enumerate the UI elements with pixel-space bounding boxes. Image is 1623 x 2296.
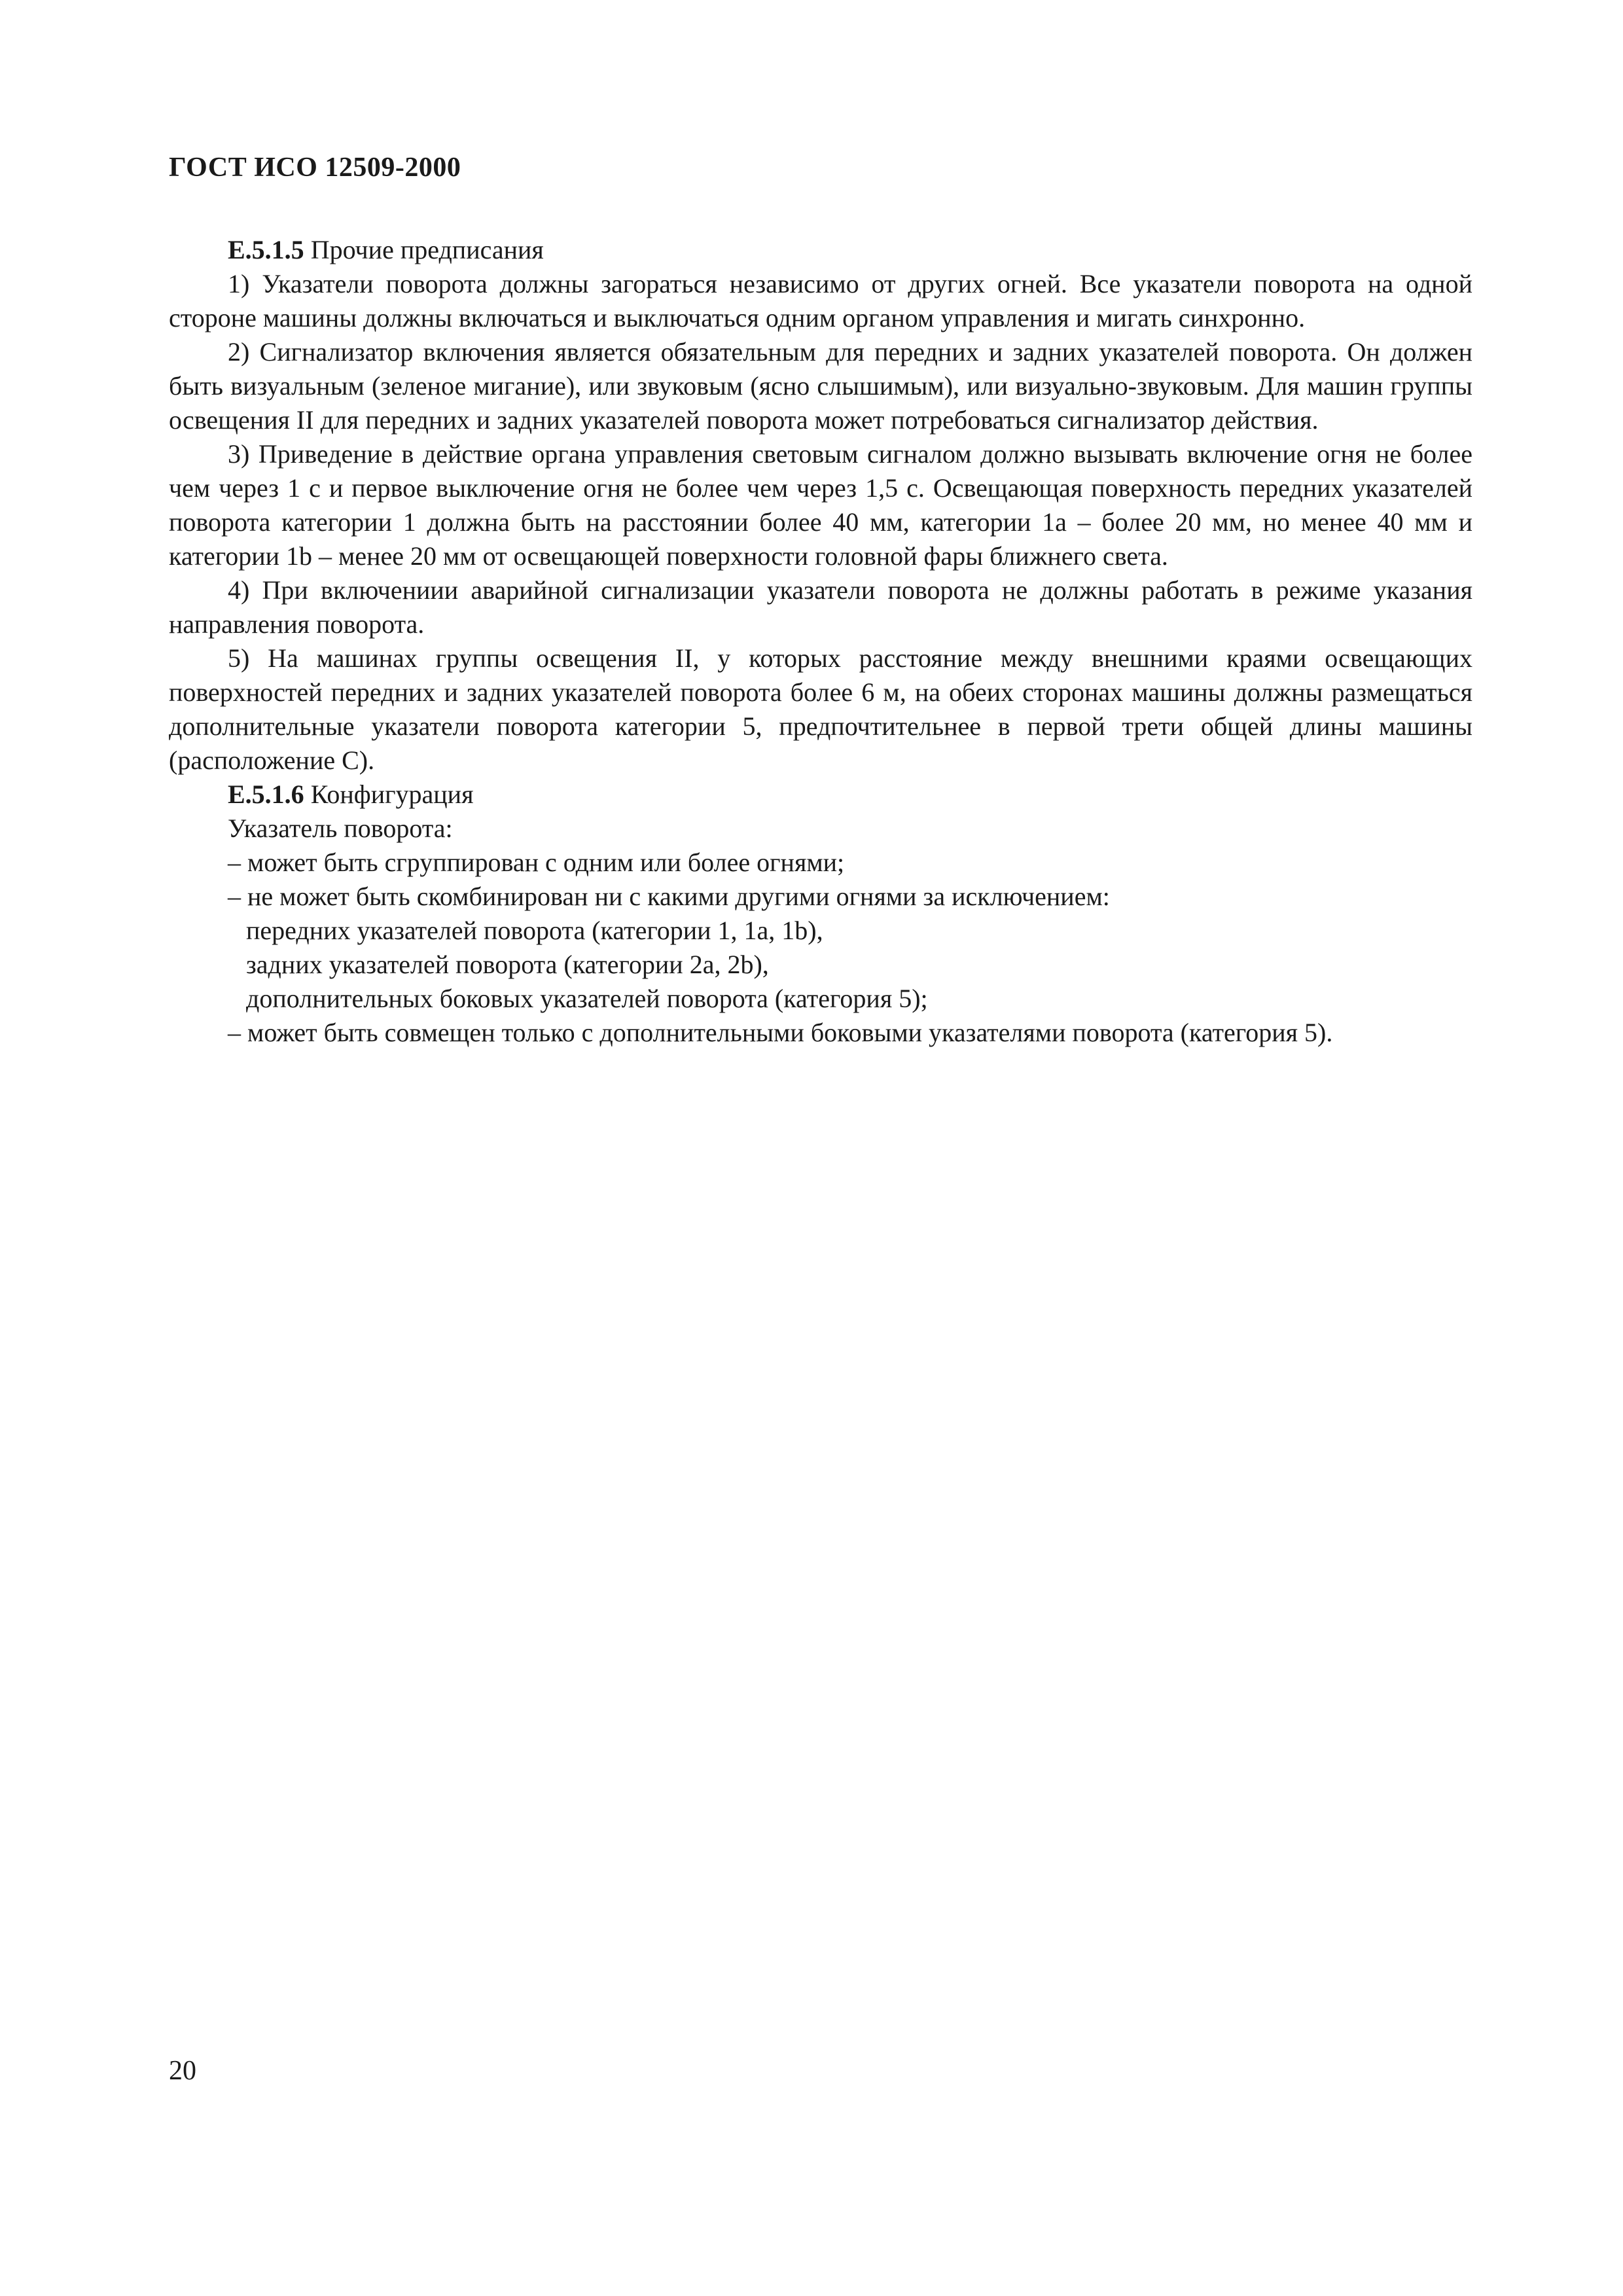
paragraph-item-1: 1) Указатели поворота должны загораться независимо от других огней. Все указатели поворота на одной стороне машины должны включаться и выключаться одним органом управления и мигать синхронно. [169,269,1472,332]
section-title: Прочие предписания [304,235,544,264]
sub-item-3: дополнительных боковых указателей поворота (категория 5); [246,984,928,1013]
paragraph-item-3: 3) Приведение в действие органа управления световым сигналом должно вызывать включение огня не более чем через 1 с и первое выключение огня не более чем через 1,5 с. Освещающая поверхность передних указателей поворота категории 1 должна быть на расстоянии более 40 мм, категории 1а – более 20 мм, но менее 40 мм и категории 1b – менее 20 мм от освещающей поверхности головной фары ближнего света. [169,439,1472,571]
dash-item-1: – может быть сгруппирован с одним или более огнями; [228,848,845,877]
section-heading-e515 [169,233,1472,267]
sub-item-1: передних указателей поворота (категории 1, 1а, 1b), [246,916,823,945]
section-number: Е.5.1.5 [228,235,304,264]
section-title: Конфигурация [304,780,474,809]
paragraph-item-4: 4) При включениии аварийной сигнализации указатели поворота не должны работать в режиме указания направления поворота. [169,575,1472,639]
page-content [169,233,1472,1050]
dash-item-2: – не может быть скомбинирован ни с какими другими огнями за исключением: [228,882,1110,911]
paragraph-item-2: 2) Сигнализатор включения является обязательным для передних и задних указателей поворота. Он должен быть визуальным (зеленое мигание), или звуковым (ясно слышимым), или визуально-звуковым. Для машин группы освещения II для передних и задних указателей поворота может потребоваться сигнализатор действия. [169,337,1472,435]
section-heading-e516 [169,778,1472,812]
page-number: 20 [169,2056,196,2086]
config-intro: Указатель поворота: [228,814,453,843]
standard-header: ГОСТ ИСО 12509-2000 [169,152,461,183]
section-number: Е.5.1.6 [228,780,304,809]
sub-item-2: задних указателей поворота (категории 2а, 2b), [246,950,769,979]
paragraph-item-5: 5) На машинах группы освещения II, у которых расстояние между внешними краями освещающих поверхностей передних и задних указателей поворота более 6 м, на обеих сторонах машины должны размещаться дополнительные указатели поворота категории 5, предпочтительнее в первой трети общей длины машины (расположение С). [169,643,1472,775]
dash-item-3: – может быть совмещен только с дополнительными боковыми указателями поворота (категория 5). [228,1018,1333,1047]
